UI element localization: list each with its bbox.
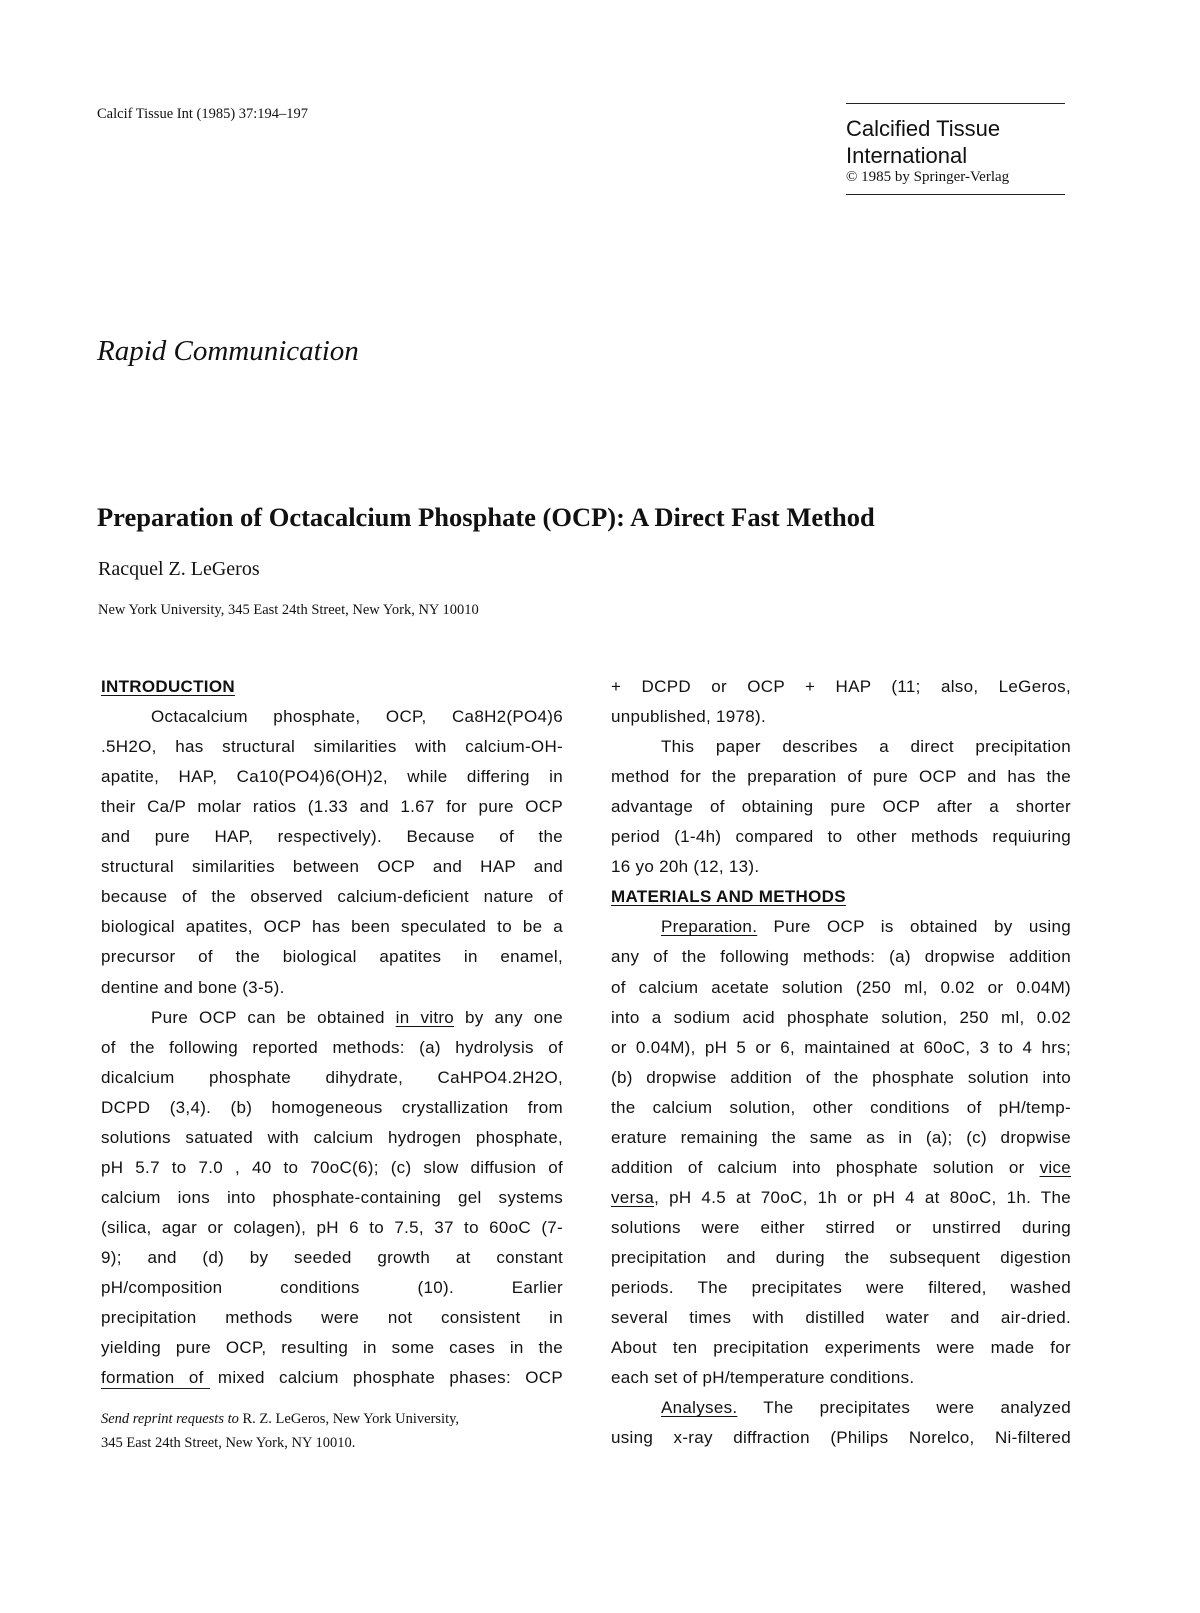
footnote-text: R. Z. LeGeros, New York University, (238, 1411, 460, 1427)
text-segment: by any one (454, 1007, 563, 1027)
text-line: calcium ions into phosphate-containing gel systems (101, 1187, 563, 1207)
text-line: of calcium acetate solution (250 ml, 0.02 or 0.04M) (611, 977, 1071, 997)
text-segment: , pH 4.5 at 70oC, 1h or pH 4 at 80oC, 1h. The (654, 1187, 1071, 1207)
text-line: each set of pH/temperature conditions. (611, 1368, 915, 1388)
text-line: advantage of obtaining pure OCP after a shorter (611, 797, 1071, 817)
underlined-text: Preparation. (661, 917, 758, 937)
text-segment: The precipitates were analyzed (737, 1398, 1071, 1418)
footnote-line2: 345 East 24th Street, New York, NY 10010. (101, 1435, 356, 1451)
text-line: yielding pure OCP, resulting in some cases in the (101, 1338, 563, 1358)
section-heading (611, 886, 1071, 908)
text-line: solutions were either stirred or unstirred during (611, 1217, 1071, 1237)
text-segment: Pure OCP can be obtained (151, 1007, 396, 1027)
underlined-text: vice (1039, 1157, 1071, 1177)
text-line: 16 yo 20h (12, 13). (611, 857, 760, 877)
section-heading-text: MATERIALS AND METHODS (611, 887, 846, 907)
text-line: pH/composition conditions (10). Earlier (101, 1278, 563, 1297)
journal-name-line2: International (846, 143, 968, 168)
underlined-text: in vitro (395, 1007, 455, 1027)
text-line: structural similarities between OCP and HAP and (101, 857, 563, 877)
text-line: DCPD (3,4). (b) homogeneous crystallization from (101, 1097, 563, 1117)
author: Racquel Z. LeGeros (98, 558, 260, 580)
text-line: .5H2O, has structural similarities with calcium-OH- (101, 737, 563, 757)
text-line: period (1-4h) compared to other methods requiuring (611, 827, 1071, 847)
underlined-text: versa (611, 1187, 655, 1207)
text-line: (silica, agar or colagen), pH 6 to 7.5, 37 to 60oC (7- (101, 1217, 563, 1237)
text-line: the calcium solution, other conditions of pH/temp- (611, 1097, 1071, 1117)
copyright: © 1985 by Springer-Verlag (846, 169, 1010, 185)
text-line: formation of mixed calcium phosphate phases: OCP (101, 1368, 563, 1388)
text-line (101, 1007, 563, 1029)
text-line: and pure HAP, respectively). Because of the (101, 827, 563, 847)
section-heading-text: INTRODUCTION (101, 677, 235, 696)
footnote-lead: Send reprint requests to (101, 1411, 239, 1427)
text-line: precipitation methods were not consistent in (101, 1308, 563, 1328)
text-line: dicalcium phosphate dihydrate, CaHPO4.2H2O, (101, 1067, 563, 1087)
text-line: their Ca/P molar ratios (1.33 and 1.67 for pure OCP (101, 797, 563, 817)
text-line (611, 1187, 1071, 1209)
text-line: periods. The precipitates were filtered, washed (611, 1278, 1071, 1297)
text-line: into a sodium acid phosphate solution, 250 ml, 0.02 (611, 1007, 1071, 1027)
text-line: using x-ray diffraction (Philips Norelco, Ni-filtered (611, 1428, 1071, 1448)
footnote-line1 (101, 1411, 459, 1428)
text-line: precursor of the biological apatites in enamel, (101, 947, 563, 967)
text-line (611, 1397, 1071, 1419)
section-heading (101, 676, 563, 698)
text-line: About ten precipitation experiments were made for (611, 1338, 1071, 1358)
text-line: of the following reported methods: (a) hydrolysis of (101, 1037, 563, 1057)
paper-title: Preparation of Octacalcium Phosphate (OCP): A Direct Fast Method (97, 502, 875, 532)
affiliation: New York University, 345 East 24th Street, New York, NY 10010 (98, 602, 479, 618)
journal-top-rule (846, 103, 1065, 104)
text-line: + DCPD or OCP + HAP (11; also, LeGeros, (611, 677, 1071, 696)
footnote-rule (101, 1388, 210, 1389)
text-line: erature remaining the same as in (a); (c) dropwise (611, 1127, 1071, 1147)
text-segment: Pure OCP is obtained by using (757, 917, 1071, 937)
underlined-text: Analyses. (661, 1398, 738, 1418)
text-line: any of the following methods: (a) dropwise addition (611, 947, 1071, 967)
journal-bottom-rule (846, 194, 1065, 195)
text-line: 9); and (d) by seeded growth at constant (101, 1247, 563, 1267)
text-line: apatite, HAP, Ca10(PO4)6(OH)2, while differing in (101, 767, 563, 787)
text-line (611, 1157, 1071, 1179)
text-line: or 0.04M), pH 5 or 6, maintained at 60oC, 3 to 4 hrs; (611, 1037, 1071, 1057)
text-line: several times with distilled water and air-dried. (611, 1308, 1071, 1328)
section-label: Rapid Communication (97, 335, 359, 367)
text-line: Octacalcium phosphate, OCP, Ca8H2(PO4)6 (151, 707, 563, 727)
text-line (611, 916, 1071, 938)
text-line: unpublished, 1978). (611, 707, 767, 727)
text-line: method for the preparation of pure OCP and has the (611, 767, 1071, 787)
text-segment: addition of calcium into phosphate solution or (611, 1157, 1040, 1177)
citation: Calcif Tissue Int (1985) 37:194–197 (97, 106, 309, 122)
text-line: solutions satuated with calcium hydrogen phosphate, (101, 1127, 563, 1147)
text-line: because of the observed calcium-deficient nature of (101, 887, 563, 907)
text-line: pH 5.7 to 7.0 , 40 to 70oC(6); (c) slow diffusion of (101, 1157, 563, 1177)
journal-name-line1: Calcified Tissue (846, 116, 1001, 141)
text-line: dentine and bone (3-5). (101, 977, 285, 997)
text-line: biological apatites, OCP has been speculated to be a (101, 917, 563, 937)
text-line: This paper describes a direct precipitation (661, 737, 1071, 757)
text-line: (b) dropwise addition of the phosphate solution into (611, 1067, 1071, 1087)
text-line: precipitation and during the subsequent digestion (611, 1247, 1071, 1267)
